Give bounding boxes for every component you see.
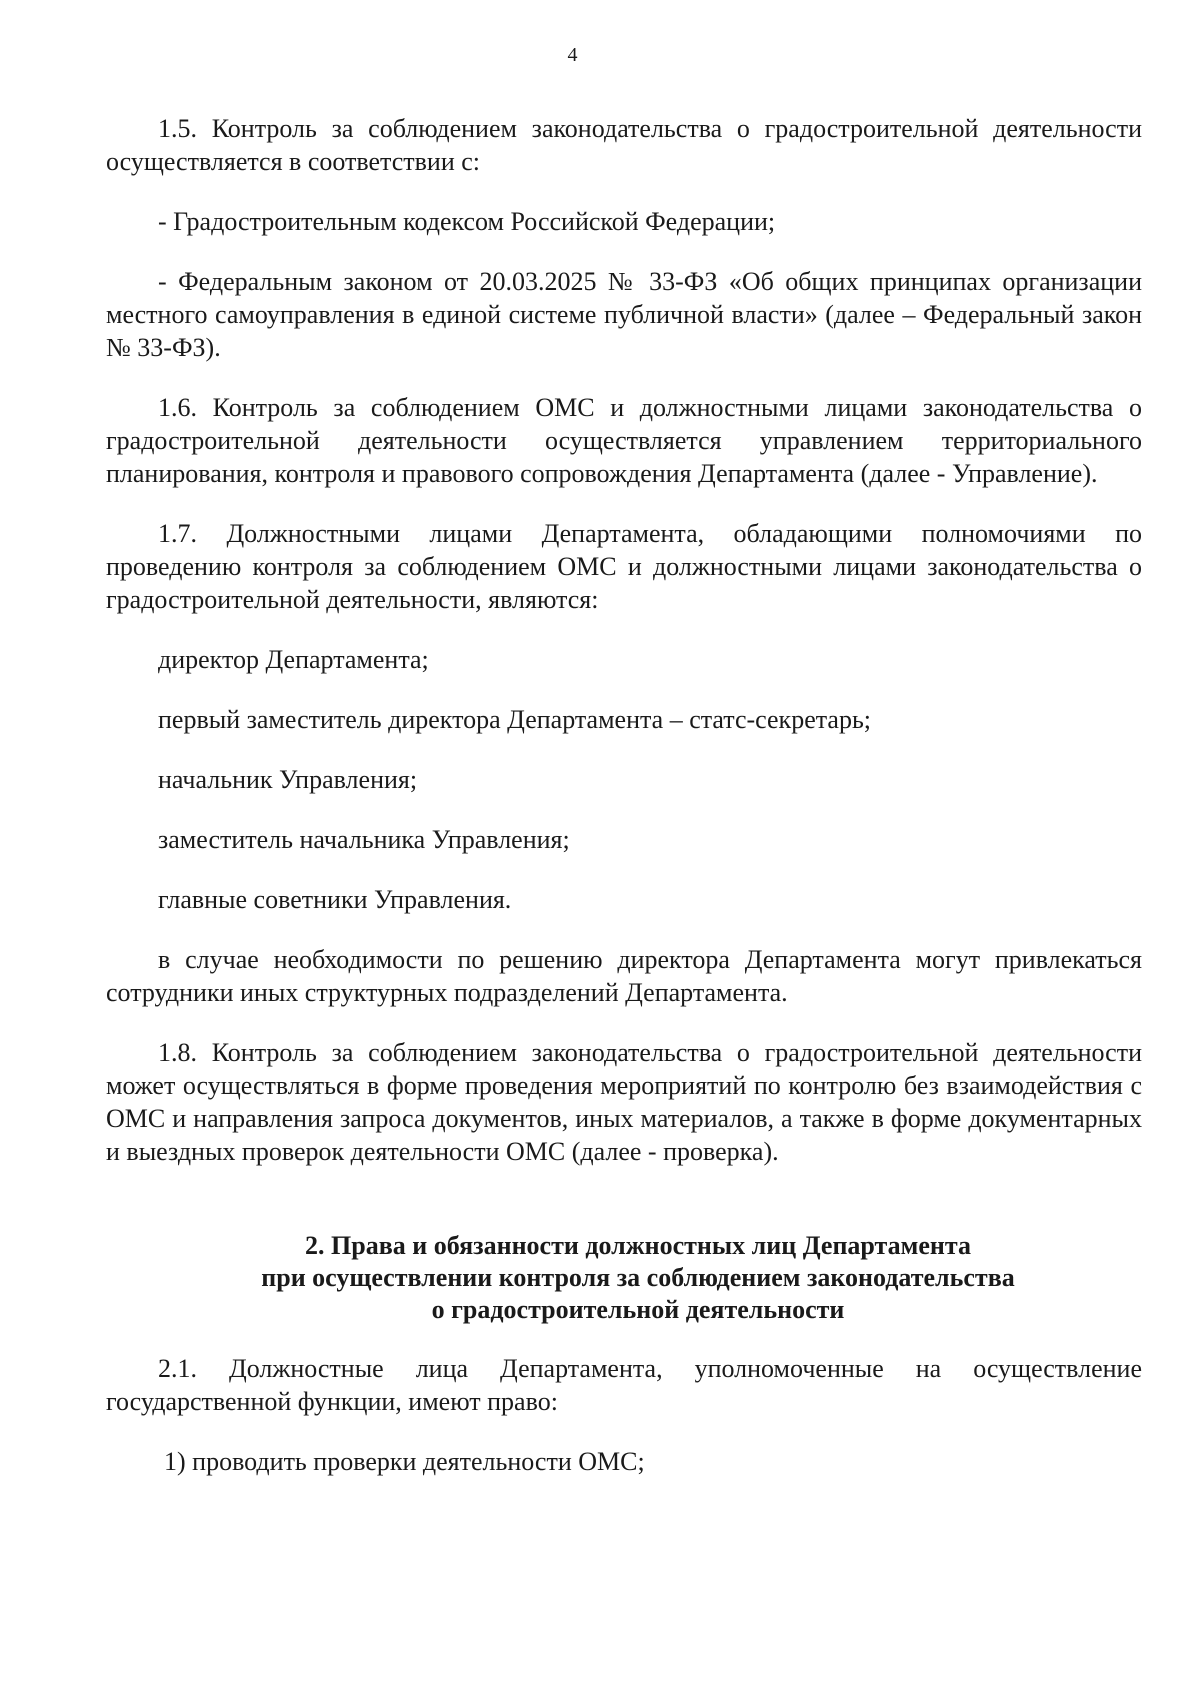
section-2-heading bbox=[106, 1230, 1142, 1326]
section-2-heading-line: о градостроительной деятельности bbox=[431, 1295, 845, 1324]
section-2-heading-line: при осуществлении контроля за соблюдением законодательства bbox=[261, 1263, 1015, 1292]
list-item-federal-law: - Федеральным законом от 20.03.2025 № 33-ФЗ «Об общих принципах организации местного самоуправления в единой системе публичной власти» (далее – Федеральный закон № 33-ФЗ). bbox=[106, 267, 1142, 362]
official-item: директор Департамента; bbox=[158, 645, 429, 674]
paragraph-1-5: 1.5. Контроль за соблюдением законодательства о градостроительной деятельности осуществляется в соответствии с: bbox=[106, 114, 1142, 176]
official-item: заместитель начальника Управления; bbox=[158, 825, 570, 854]
rights-item: 1) проводить проверки деятельности ОМС; bbox=[164, 1447, 645, 1476]
official-item: первый заместитель директора Департамента – статс-секретарь; bbox=[158, 705, 872, 734]
official-item: главные советники Управления. bbox=[158, 885, 512, 914]
paragraph-1-6: 1.6. Контроль за соблюдением ОМС и должностными лицами законодательства о градостроительной деятельности осуществляется управлением территориального планирования, контроля и правового сопровождения Департамента (далее - Управление). bbox=[106, 393, 1142, 488]
paragraph-1-8: 1.8. Контроль за соблюдением законодательства о градостроительной деятельности может осуществляться в форме проведения мероприятий по контролю без взаимодействия с ОМС и направления запроса документов, иных материалов, а также в форме документарных и выездных проверок деятельности ОМС (далее - проверка). bbox=[106, 1038, 1142, 1166]
official-item: начальник Управления; bbox=[158, 765, 418, 794]
section-2-heading-line: 2. Права и обязанности должностных лиц Департамента bbox=[305, 1231, 971, 1260]
list-item-code: - Градостроительным кодексом Российской Федерации; bbox=[158, 207, 776, 236]
page-number: 4 bbox=[567, 44, 578, 66]
paragraph-other-staff: в случае необходимости по решению директора Департамента могут привлекаться сотрудники иных структурных подразделений Департамента. bbox=[106, 945, 1142, 1007]
paragraph-2-1: 2.1. Должностные лица Департамента, уполномоченные на осуществление государственной функции, имеют право: bbox=[106, 1354, 1142, 1416]
paragraph-1-7: 1.7. Должностными лицами Департамента, обладающими полномочиями по проведению контроля за соблюдением ОМС и должностными лицами законодательства о градостроительной деятельности, являются: bbox=[106, 519, 1142, 614]
document-body bbox=[106, 112, 1142, 1505]
